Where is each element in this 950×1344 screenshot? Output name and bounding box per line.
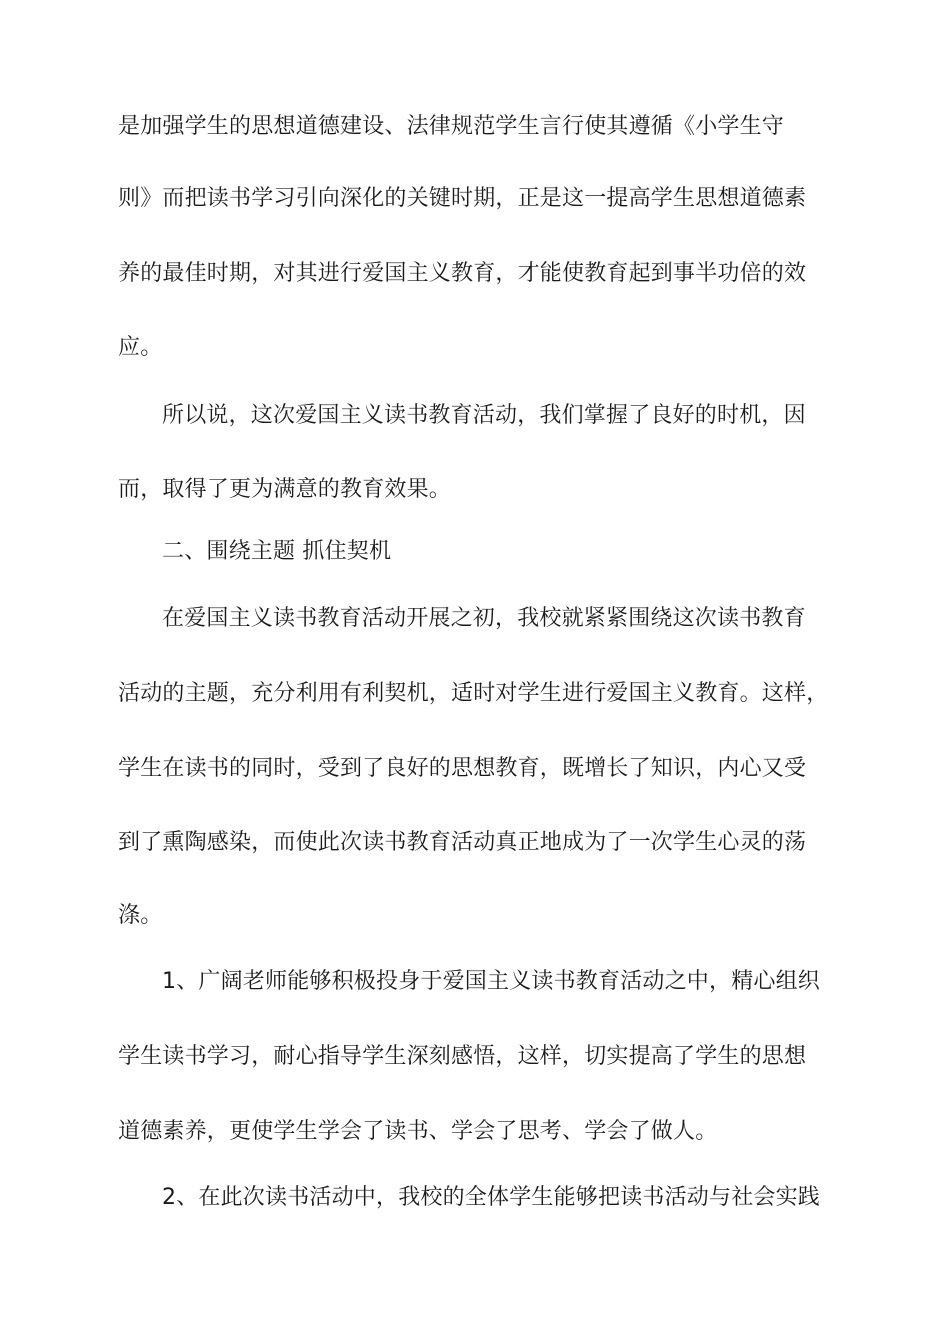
text-line: 则》而把读书学习引向深化的关键时期，正是这一提高学生思想道德素 [118, 186, 807, 211]
list-item-line: 2、在此次读书活动中，我校的全体学生能够把读书活动与社会实践 [162, 1185, 820, 1210]
text-line: 是加强学生的思想道德建设、法律规范学生言行使其遵循《小学生守 [118, 114, 785, 139]
text-line: 学生读书学习，耐心指导学生深刻感悟，这样，切实提高了学生的思想 [118, 1044, 807, 1069]
text-line: 涤。 [118, 903, 163, 928]
text-line: 学生在读书的同时，受到了良好的思想教育，既增长了知识，内心又受 [118, 756, 807, 781]
text-line: 而，取得了更为满意的教育效果。 [118, 477, 452, 502]
text-line: 活动的主题，充分利用有利契机，适时对学生进行爱国主义教育。这样， [118, 681, 829, 706]
paragraph-start-line: 所以说，这次爱国主义读书教育活动，我们掌握了良好的时机，因 [162, 403, 806, 428]
section-heading: 二、围绕主题 抓住契机 [162, 539, 392, 564]
text-line: 应。 [118, 335, 163, 360]
text-line: 养的最佳时期，对其进行爱国主义教育，才能使教育起到事半功倍的效 [118, 261, 807, 286]
list-item-line: 1、广阔老师能够积极投身于爱国主义读书教育活动之中，精心组织 [162, 969, 820, 994]
text-line: 道德素养，更使学生学会了读书、学会了思考、学会了做人。 [118, 1119, 718, 1144]
paragraph-start-line: 在爱国主义读书教育活动开展之初，我校就紧紧围绕这次读书教育 [162, 606, 806, 631]
text-line: 到了熏陶感染，而使此次读书教育活动真正地成为了一次学生心灵的荡 [118, 830, 807, 855]
